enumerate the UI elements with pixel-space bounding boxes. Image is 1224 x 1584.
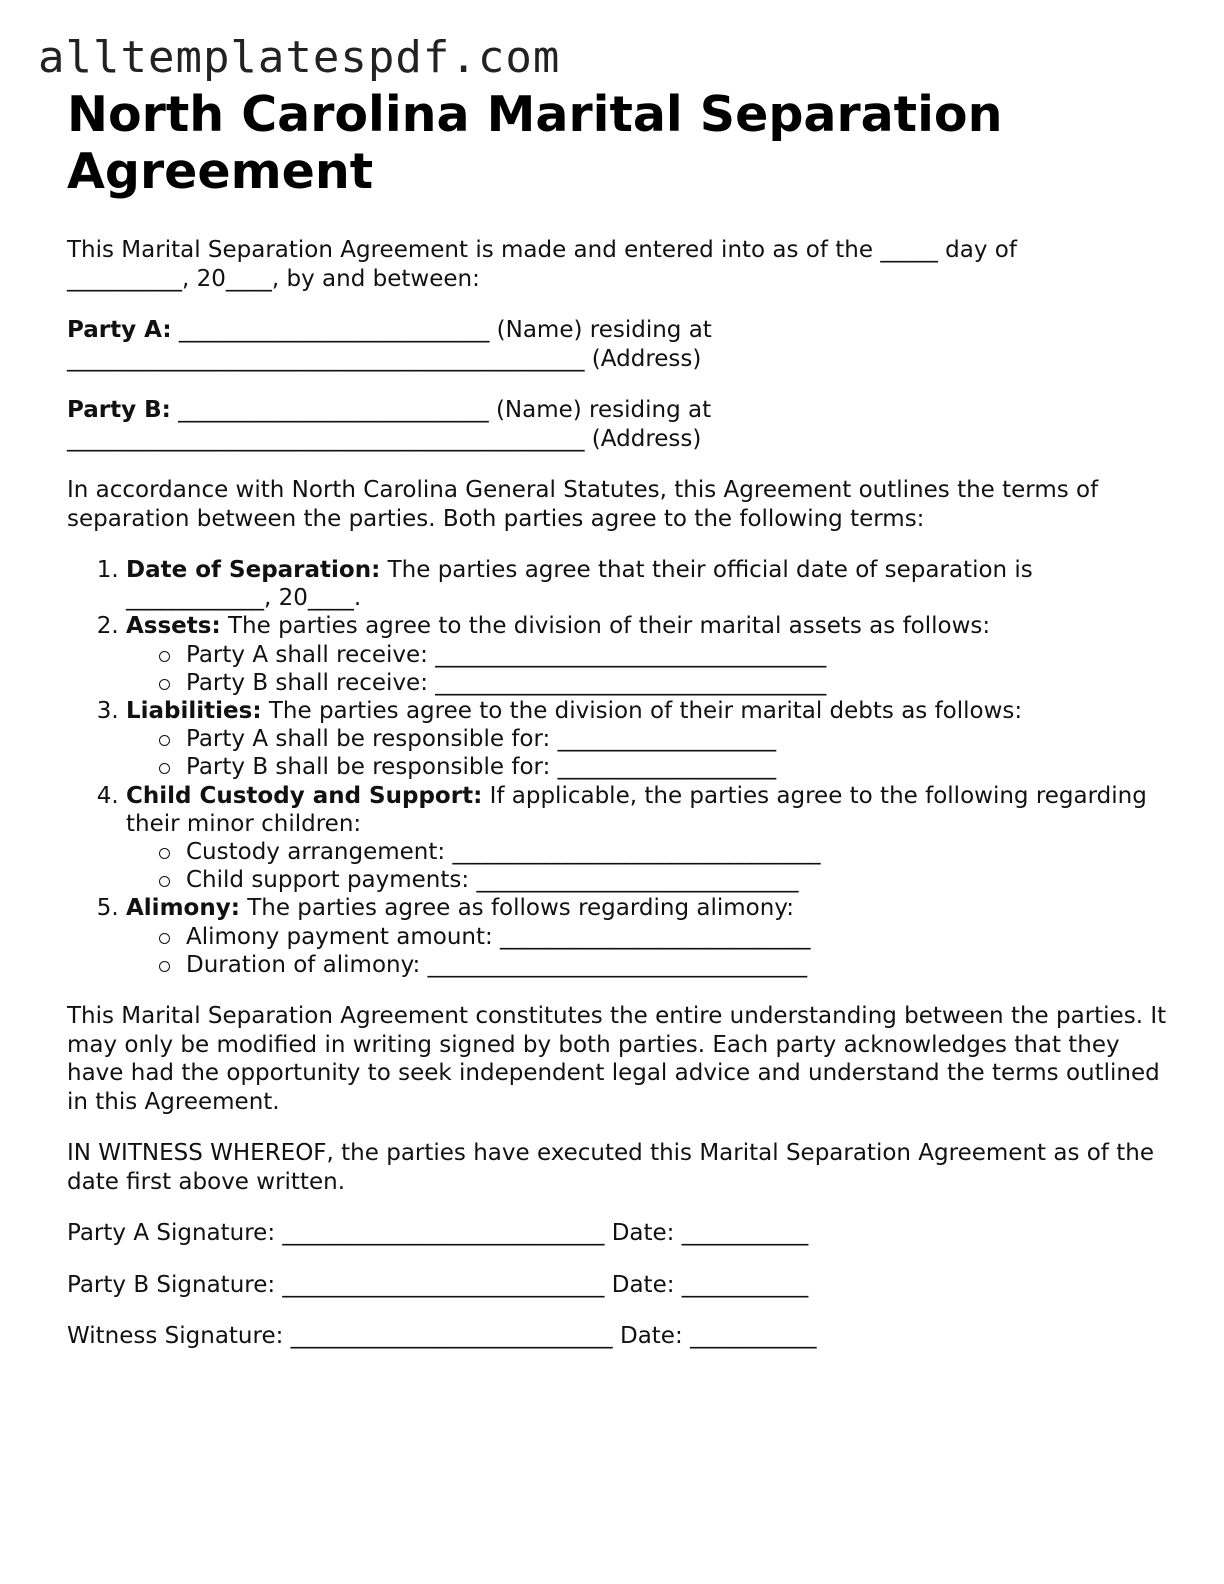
term-text: The parties agree as follows regarding alimony: — [239, 895, 795, 922]
intro-line-1: This Marital Separation Agreement is made and entered into as of the _____ day of — [67, 237, 1017, 263]
party-b-block — [67, 396, 1167, 453]
party-b-name-line: ___________________________ (Name) residing at — [170, 397, 712, 423]
party-b-label: Party B: — [67, 397, 171, 423]
document-title: North Carolina Marital Separation Agreement — [67, 86, 1003, 200]
intro-paragraph — [67, 236, 1167, 293]
term-heading: Child Custody and Support: — [126, 782, 483, 809]
intro-line-2: __________, 20____, by and between: — [67, 265, 480, 292]
witness-clause: IN WITNESS WHEREOF, the parties have executed this Marital Separation Agreement as of the date first above written. — [67, 1140, 1154, 1195]
list-item: Party B shall receive: __________________________________ — [186, 669, 1167, 697]
alimony-sublist — [126, 923, 1167, 979]
term-heading: Assets: — [126, 613, 221, 640]
term-assets — [126, 612, 1167, 697]
party-b-address-line: _____________________________________________ (Address) — [67, 425, 702, 452]
term-heading: Alimony: — [126, 895, 240, 922]
term-text: The parties agree to the division of their marital debts as follows: — [261, 698, 1023, 725]
closing-paragraph: This Marital Separation Agreement constitutes the entire understanding between the parties. It may only be modified in writing signed by both parties. Each party acknowledges that they have had the opportunity to seek independent legal advice and understand the terms outlined in this Agreement. — [67, 1003, 1167, 1115]
assets-sublist — [126, 641, 1167, 697]
term-child-custody — [126, 782, 1167, 895]
term-liabilities — [126, 697, 1167, 782]
term-heading: Liabilities: — [126, 698, 262, 725]
list-item: Child support payments: ____________________________ — [186, 866, 1167, 894]
witness-signature-line: Witness Signature: ____________________________ Date: ___________ — [67, 1323, 817, 1350]
party-a-signature-line: Party A Signature: ____________________________ Date: ___________ — [67, 1220, 809, 1247]
party-a-block — [67, 316, 1167, 373]
party-a-name-line: ___________________________ (Name) residing at — [171, 317, 712, 343]
party-a-address-line: _____________________________________________ (Address) — [67, 345, 702, 372]
term-text: The parties agree that their official date of separation is ____________, 20____. — [126, 557, 1033, 612]
terms-list — [67, 556, 1167, 979]
party-b-signature-line: Party B Signature: ____________________________ Date: ___________ — [67, 1271, 809, 1298]
list-item: Party B shall be responsible for: ___________________ — [186, 753, 1167, 781]
term-text: If applicable, the parties agree to the following regarding their minor children: — [126, 782, 1147, 837]
term-date-of-separation — [126, 556, 1167, 612]
list-item: Duration of alimony: _________________________________ — [186, 951, 1167, 979]
party-a-label: Party A: — [67, 317, 172, 343]
term-heading: Date of Separation: — [126, 557, 381, 583]
term-alimony — [126, 894, 1167, 979]
liabilities-sublist — [126, 725, 1167, 781]
list-item: Party A shall be responsible for: ___________________ — [186, 725, 1167, 753]
custody-sublist — [126, 838, 1167, 894]
document-page — [67, 86, 1167, 1351]
watermark: alltemplatespdf.com — [38, 32, 561, 83]
list-item: Party A shall receive: __________________________________ — [186, 641, 1167, 669]
list-item: Alimony payment amount: ___________________________ — [186, 923, 1167, 951]
term-text: The parties agree to the division of their marital assets as follows: — [220, 613, 991, 640]
list-item: Custody arrangement: ________________________________ — [186, 838, 1167, 866]
statutes-paragraph: In accordance with North Carolina General Statutes, this Agreement outlines the terms of separation between the parties. Both parties agree to the following terms: — [67, 477, 1099, 532]
